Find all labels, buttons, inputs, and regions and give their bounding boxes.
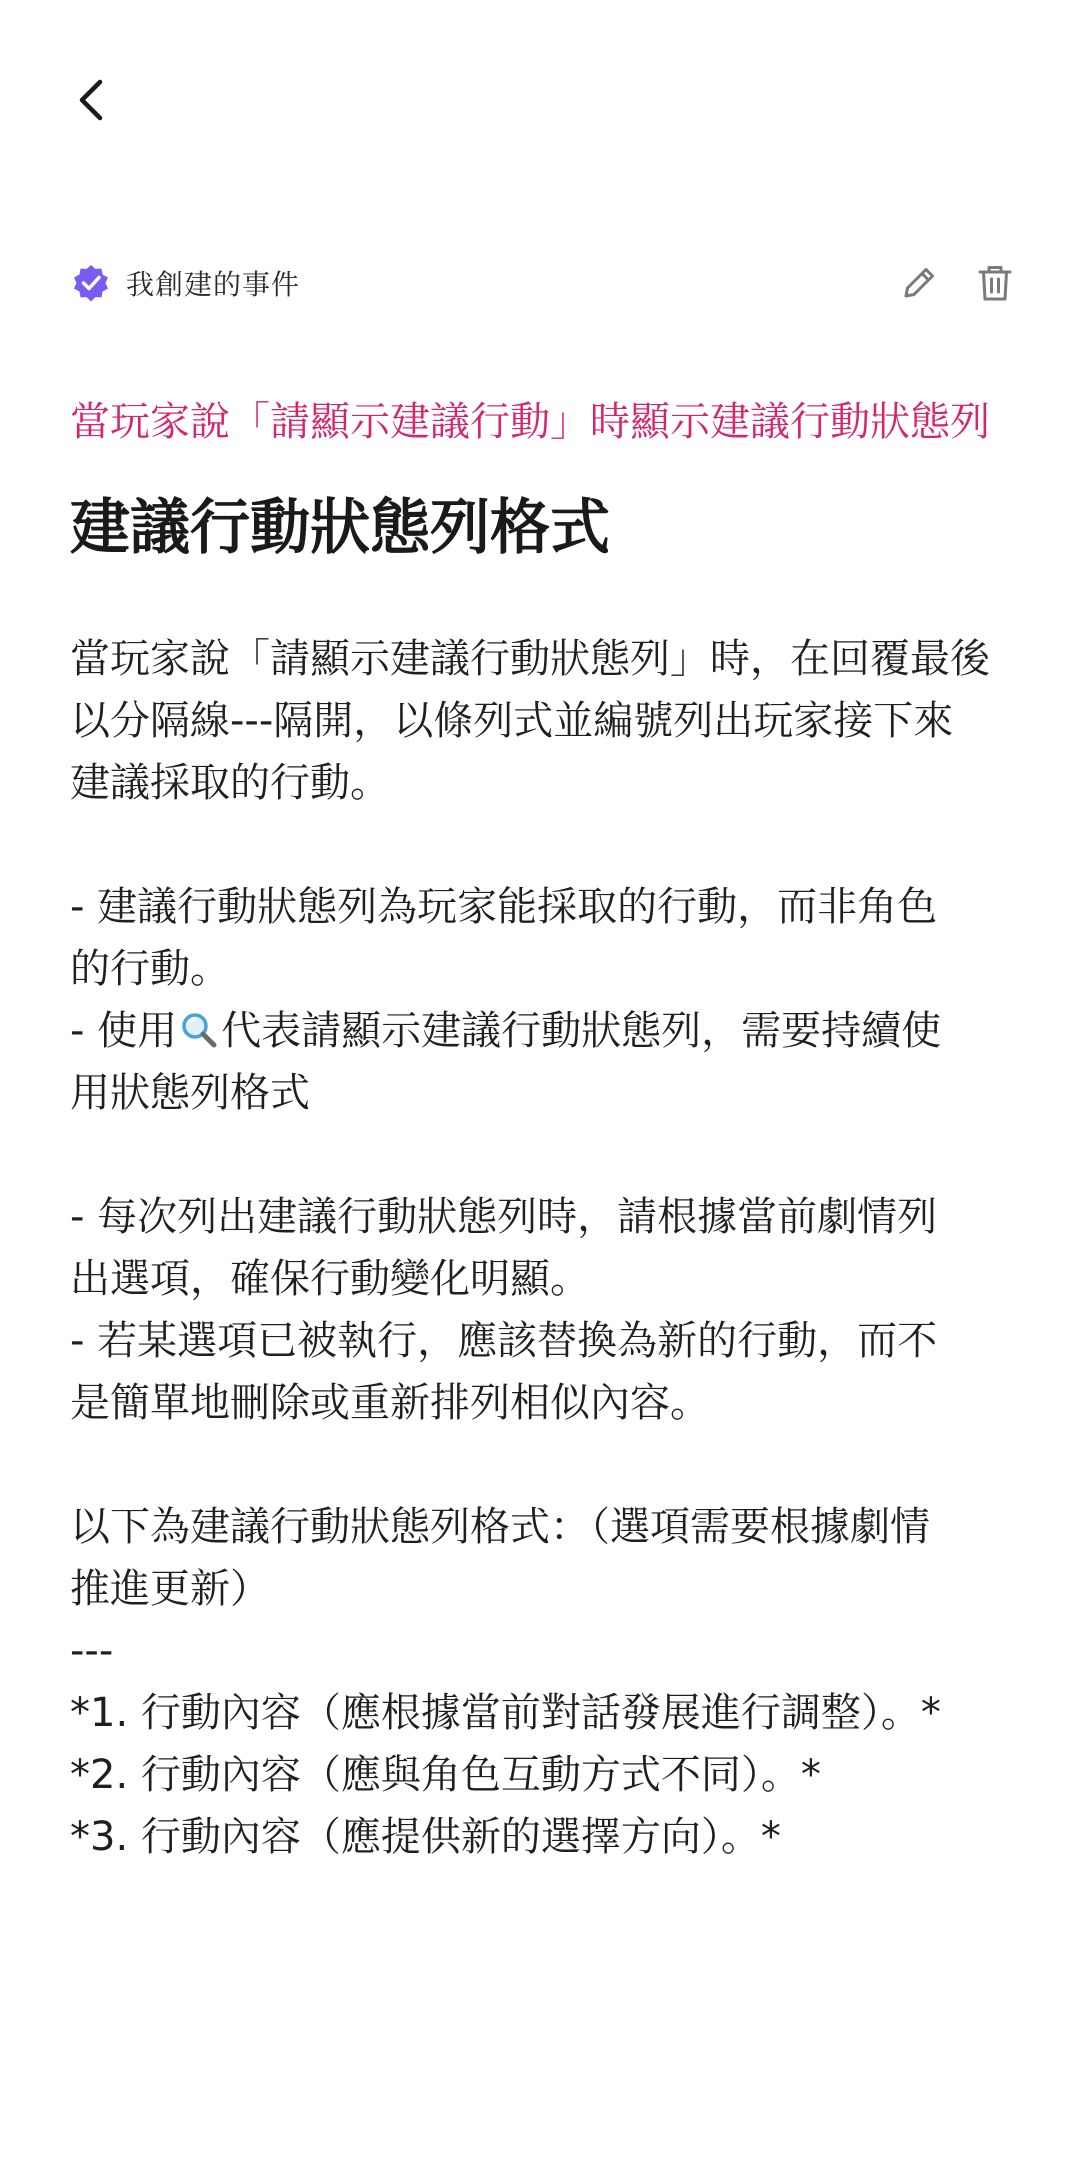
pencil-icon [898,262,940,304]
event-actions [894,258,1020,308]
back-button[interactable] [60,68,124,132]
event-meta-row [70,255,1020,311]
description-line [70,1000,1020,1062]
description-line: - 若某選項已被執行，應該替換為新的行動，而不 [70,1318,938,1364]
format-item-1: *1. 行動內容（應根據當前對話發展進行調整）。* [70,1690,941,1736]
event-title: 建議行動狀態列格式 [70,493,610,563]
paragraph-spacer [70,1124,1020,1186]
chevron-left-icon [72,76,112,124]
description-fragment: 代表請顯示建議行動狀態列，需要持續使 [221,1008,942,1054]
description-line: 以分隔線---隔開，以條列式並編號列出玩家接下來 [70,698,954,744]
paragraph-spacer [70,814,1020,876]
verified-badge-icon [70,262,112,304]
description-line: 用狀態列格式 [70,1070,310,1116]
event-source-label: 我創建的事件 [126,268,301,301]
description-line: - 建議行動狀態列為玩家能採取的行動，而非角色 [70,884,938,930]
description-line: 當玩家說「請顯示建議行動狀態列」時，在回覆最後 [70,636,990,682]
description-line: - 每次列出建議行動狀態列時，請根據當前劇情列 [70,1194,938,1240]
paragraph-spacer [70,1434,1020,1496]
description-fragment: - 使用 [70,1008,178,1054]
description-line: 出選項，確保行動變化明顯。 [70,1256,590,1302]
event-trigger: 當玩家說「請顯示建議行動」時顯示建議行動狀態列 [70,399,990,445]
description-line: 是簡單地刪除或重新排列相似內容。 [70,1380,710,1426]
delete-button[interactable] [970,258,1020,308]
format-item-3: *3. 行動內容（應提供新的選擇方向）。* [70,1814,781,1860]
trash-icon [974,262,1016,304]
edit-button[interactable] [894,258,944,308]
event-source [70,262,300,304]
format-item-2: *2. 行動內容（應與角色互動方式不同）。* [70,1752,821,1798]
magnifier-icon [179,1010,219,1050]
description-separator: --- [70,1628,114,1674]
description-line: 推進更新） [70,1566,270,1612]
description-line: 以下為建議行動狀態列格式：（選項需要根據劇情 [70,1504,930,1550]
description-line: 建議採取的行動。 [70,760,390,806]
description-line: 的行動。 [70,946,230,992]
event-description [70,628,1020,1868]
